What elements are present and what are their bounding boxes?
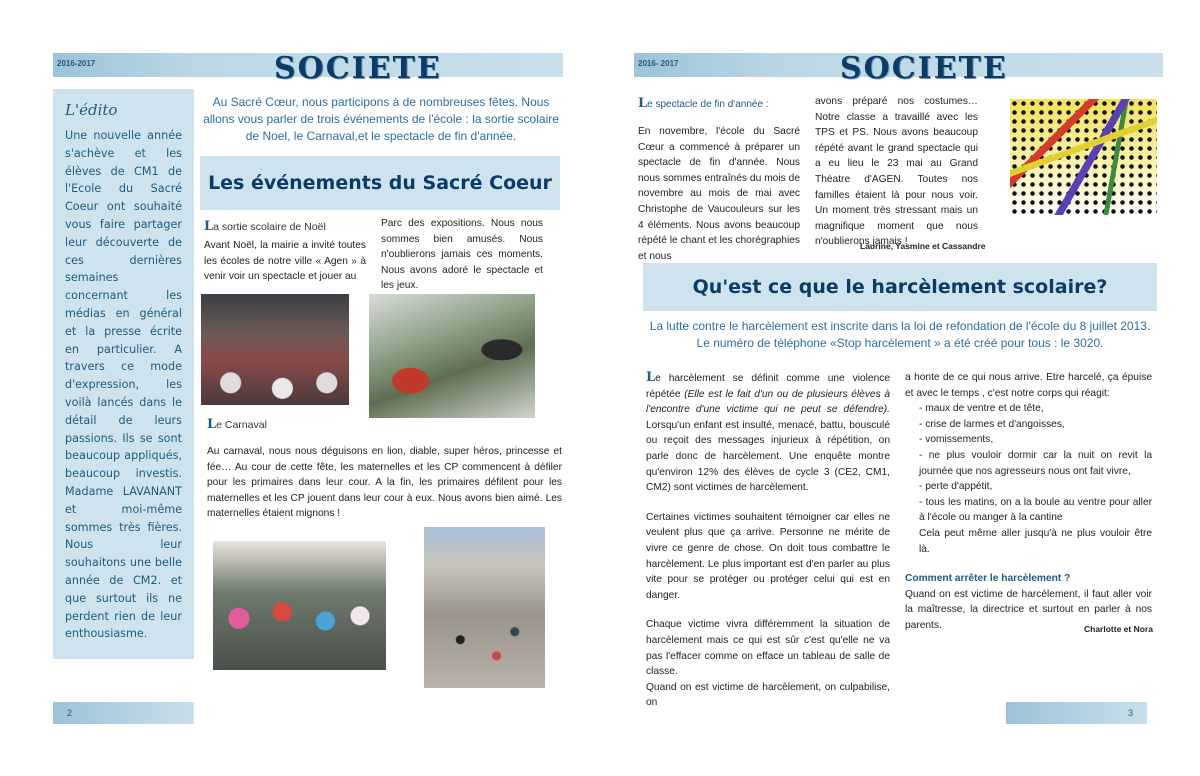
harcelement-answer: Quand on est victime de harcèlement, il faut aller voir la maîtresse, la directrice et surtout en parler à nos parents. [905, 588, 1152, 631]
right-header-band [634, 51, 1163, 86]
right-intro-line2: Le numéro de téléphone «Stop harcèlement » a été créé pour tous : le 3020. [696, 336, 1104, 350]
harcelement-para1-rest: Lorsqu'un enfant est insulté, menacé, battu, bousculé ou reçoit des messages injurieux à répétition, on parle donc de harcèlement. Une enquête montre qu'environ 12% des élèves de cycle 3 (CE2, CM1, CM2) sont victimes de harcèlement. [646, 419, 890, 494]
photo-carnaval-parade [424, 527, 545, 688]
carnaval-subtitle-text: e Carnaval [216, 419, 267, 431]
spectacle-text-col2: avons préparé nos costumes… Notre classe a travaillé avec les TPS et PS. Nous avons beaucoup répété avant le grand spectacle qui a eu lieu le 23 mai au Grand Théatre d'AGEN. Toutes nos familles étaient là pour nous voir. Un moment très stressant mais un magnifique moment que nous n'oublierons jamais ! [815, 96, 978, 248]
left-page-number-box [53, 702, 194, 724]
harcelement-para3: Chaque victime vivra différemment la situation de harcèlement mais ce qui est sûr c'est qu'elle ne va pas l'effacer comme on efface un tableau de salle de classe. [646, 619, 890, 678]
noel-subtitle-text: a sortie scolaire de Noël [213, 221, 326, 233]
left-headline: Les événements du Sacré Coeur [208, 172, 552, 194]
edito-title: L'édito [65, 101, 118, 119]
harcelement-question: Comment arrêter le harcèlement ? [905, 573, 1071, 585]
harcelement-lead: e harcèlement se définit comme une violence répétée [646, 373, 890, 400]
edito-panel [53, 89, 194, 659]
noel-text-left: Avant Noël, la mairie a invité toutes les écoles de notre ville « Agen » à venir voir un spectacle et jouer au [204, 240, 366, 283]
symptom-item: - perte d'appétit, [919, 481, 993, 493]
right-headline: Qu'est ce que le harcèlement scolaire? [692, 276, 1108, 298]
harcelement-col2-intro: a honte de ce qui nous arrive. Etre harcelé, ça épuise et avec le temps , c'est notre corps qui réagit: [905, 372, 1152, 399]
right-intro-line1: La lutte contre le harcèlement est inscrite dans la loi de refondation de l'école du 8 juillet 2013. [649, 319, 1151, 333]
right-page-number: 3 [1127, 708, 1133, 718]
right-page-number-box [1006, 702, 1147, 724]
right-intro [640, 318, 1160, 352]
harcelement-dropcap: L [646, 370, 656, 385]
noel-subtitle [204, 219, 326, 234]
harcelement-col2-after: Cela peut même aller jusqu'à ne plus vouloir être là. [919, 527, 1152, 555]
left-intro: Au Sacré Cœur, nous participons à de nombreuses fêtes. Nous allons vous parler de trois événements de l'école : la sortie scolaire de Noel, le Carnaval,et le spectacle de fin d'année. [203, 95, 559, 143]
left-year-label: 2016-2017 [57, 59, 96, 68]
harcelement-col1 [646, 370, 890, 711]
left-header-band [53, 51, 563, 86]
harcelement-col2 [905, 370, 1152, 634]
edito-body: Une nouvelle année s'achève et les élèves de CM1 de l'Ecole du Sacré Coeur ont souhaité vous faire partager leur découverte de ces dernières semaines concernant les médias en général et la presse écrite en particulier. A travers ce mode d'expression, les voilà lancés dans le détail de leurs passions. Ils se sont beaucoup appliqués, beaucoup investis. Madame LAVANANT et moi-même sommes très fières. Nous leur souhaitons une belle année de CM2. et que surtout ils ne perdent rien de leur enthousiasme. [65, 129, 182, 641]
harcelement-para1 [646, 370, 890, 496]
spectacle-dropcap: L [638, 96, 648, 111]
symptoms-list [905, 401, 1152, 526]
photo-noel-show [369, 294, 535, 418]
symptom-item: - vomissements, [919, 434, 994, 446]
left-page-number: 2 [67, 708, 73, 718]
drawing-spectacle [1010, 99, 1157, 215]
right-masthead-title: SOCIETE [840, 51, 1008, 86]
left-headline-box [200, 156, 560, 210]
symptom-item: - ne plus vouloir dormir car la nuit on revit la journée que nos agresseurs nous ont fait vivre, [919, 449, 1152, 477]
spectacle-subtitle-text: e spectacle de fin d'année : [647, 99, 769, 110]
harcelement-para2: Certaines victimes souhaitent témoigner car elles ne veulent plus que ça arrive. Personne ne mérite de vivre ce genre de chose. On doit tous combattre le harcèlement. Le plus important est d'en parler au plus vite pour se protéger ou protéger celui qui est en danger. [646, 511, 890, 601]
left-masthead-title: SOCIETE [274, 51, 442, 86]
spectacle-signature: Laurine, Yasmine et Cassandre [860, 241, 986, 251]
noel-dropcap: L [204, 219, 214, 234]
harcelement-lead-italic: (Elle est le fait d'un ou de plusieurs élèves à l'encontre d'une victime qui ne peut se défendre). [646, 388, 890, 416]
symptom-item: - maux de ventre et de tête, [919, 403, 1044, 415]
harcelement-para4: Quand on est victime de harcèlement, on culpabilise, on [646, 681, 890, 709]
symptom-item: - tous les matins, on a la boule au ventre pour aller à l'école ou manger à la cantine [919, 496, 1152, 524]
carnaval-subtitle [207, 417, 267, 432]
right-headline-box [643, 263, 1157, 311]
spectacle-subtitle [638, 96, 769, 111]
carnaval-dropcap: L [207, 417, 217, 432]
photo-carnaval-group [213, 541, 386, 670]
harcelement-signature: Charlotte et Nora [1084, 624, 1153, 634]
right-year-label: 2016- 2017 [638, 59, 679, 68]
spectacle-text-col1: En novembre, l'école du Sacré Cœur a commencé à préparer un spectacle de fin d'année. Nous nous sommes entraînés du mois de novembre au mois de mai avec Christophe de Vaucouleurs sur les 4 éléments. Nous avons beaucoup répété le chant et les chorégraphies et nous [638, 126, 800, 262]
carnaval-text: Au carnaval, nous nous déguisons en lion, diable, super héros, princesse et fée… Au cour de cette fête, les maternelles et les CP commencent à défiler pour les primaires dans leur cour. A la fin, les primaires défilent pour les maternelles et les CP jouent dans leur cour à eux. Nous avons bien aimé. Les maternelles étaient mignons ! [207, 446, 562, 520]
noel-text-right: Parc des expositions. Nous nous sommes bien amusés. Nous n'oublierons jamais ces moments. Nous avons adoré le spectacle et les jeux. [381, 218, 543, 292]
photo-noel-audience [201, 294, 349, 405]
symptom-item: - crise de larmes et d'angoisses, [919, 418, 1065, 430]
